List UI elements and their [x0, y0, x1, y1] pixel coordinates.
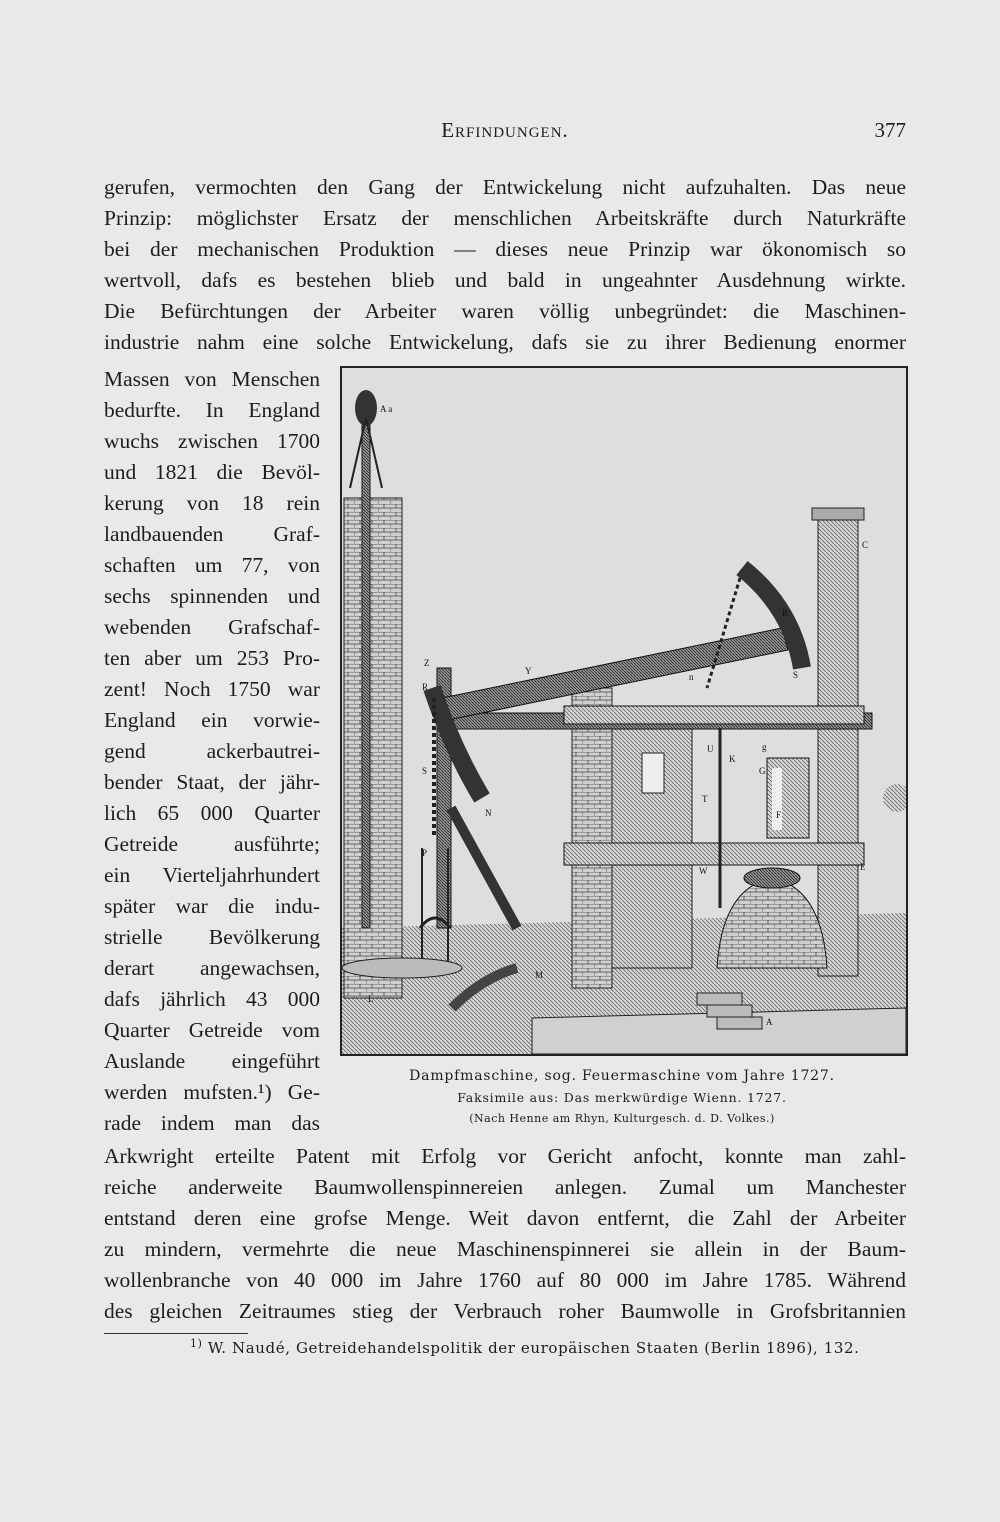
label-g: G — [759, 766, 766, 776]
text-line: später war die indu- — [104, 894, 320, 918]
label-u: U — [707, 744, 714, 754]
figure-caption-credit: (Nach Henne am Rhyn, Kulturgesch. d. D. Volkes.) — [469, 1112, 775, 1125]
text-line: Massen von Menschen — [104, 367, 320, 391]
text-line: Arkwright erteilte Patent mit Erfolg vor Gericht anfocht, konnte man zahl- — [104, 1144, 906, 1168]
footnote — [190, 1337, 860, 1357]
page-number: 377 — [874, 118, 906, 142]
label-p: P — [422, 848, 428, 858]
label-r-upper: R — [782, 608, 789, 618]
label-f: F — [776, 810, 782, 820]
text-line: ein Vierteljahrhundert — [104, 863, 320, 887]
label-e: E — [860, 862, 866, 872]
text-line: England ein vorwie- — [104, 708, 320, 732]
label-s-left: S — [422, 766, 428, 776]
text-line: sechs spinnenden und — [104, 584, 320, 608]
text-line: reiche anderweite Baumwollenspinnereien anlegen. Zumal um Manchester — [104, 1175, 906, 1199]
label-n-upper: n — [689, 672, 694, 682]
figure-caption-source: Faksimile aus: Das merkwürdige Wienn. 1727. — [457, 1090, 787, 1105]
text-line: industrie nahm eine solche Entwickelung, dafs sie zu ihrer Bedienung enormer — [104, 330, 906, 354]
engraving-illustration — [342, 368, 906, 1054]
text-line: dafs jährlich 43 000 — [104, 987, 320, 1011]
text-line: zu mindern, vermehrte die neue Maschinenspinnerei sie allein in der Baum- — [104, 1237, 906, 1261]
intro-paragraph — [104, 172, 906, 358]
label-t: T — [702, 794, 708, 804]
label-r-left: R — [422, 682, 429, 692]
label-a-small: A — [766, 1017, 773, 1027]
text-line: Auslande eingeführt — [104, 1049, 320, 1073]
text-line: bedurfte. In England — [104, 398, 320, 422]
running-title: Erfindungen. — [441, 118, 569, 142]
text-line: und 1821 die Bevöl- — [104, 460, 320, 484]
continuation-paragraph — [104, 1141, 906, 1327]
running-head — [104, 118, 906, 148]
footnote-marker: 1) — [190, 1337, 203, 1350]
footnote-text: W. Naudé, Getreidehandelspolitik der europäischen Staaten (Berlin 1896), 132. — [207, 1339, 860, 1357]
figure-caption-title: Dampfmaschine, sog. Feuermaschine vom Jahre 1727. — [409, 1068, 835, 1084]
footnote-rule — [104, 1333, 248, 1334]
label-s-right: S — [793, 670, 799, 680]
text-line: Prinzip: möglichster Ersatz der menschlichen Arbeitskräfte durch Naturkräfte — [104, 206, 906, 230]
text-line: strielle Bevölkerung — [104, 925, 320, 949]
label-g-small: g — [762, 742, 767, 752]
steam-engine-engraving — [340, 366, 908, 1056]
text-line: gerufen, vermochten den Gang der Entwickelung nicht aufzuhalten. Das neue — [104, 175, 906, 199]
text-line: rade indem man das — [104, 1111, 320, 1135]
text-line: schaften um 77, von — [104, 553, 320, 577]
text-line: Die Befürchtungen der Arbeiter waren völlig unbegründet: die Maschinen- — [104, 299, 906, 323]
label-m: M — [535, 970, 544, 980]
text-line: des gleichen Zeitraumes stieg der Verbrauch roher Baumwolle in Grofsbritannien — [104, 1299, 906, 1323]
text-line: bender Staat, der jähr- — [104, 770, 320, 794]
label-c: C — [862, 540, 869, 550]
text-line: lich 65 000 Quarter — [104, 801, 320, 825]
text-line: ten aber um 253 Pro- — [104, 646, 320, 670]
text-line: Quarter Getreide vom — [104, 1018, 320, 1042]
label-a: A a — [380, 404, 393, 414]
text-line: Getreide ausführte; — [104, 832, 320, 856]
text-line: webenden Grafschaf- — [104, 615, 320, 639]
label-z: Z — [424, 658, 430, 668]
text-line: derart angewachsen, — [104, 956, 320, 980]
text-line: bei der mechanischen Produktion — dieses neue Prinzip war ökonomisch so — [104, 237, 906, 261]
label-w: W — [699, 866, 708, 876]
text-line: entstand deren eine grofse Menge. Weit davon entfernt, die Zahl der Arbeiter — [104, 1206, 906, 1230]
side-column-text — [104, 364, 320, 1139]
label-k: K — [729, 754, 736, 764]
text-line: landbauenden Graf- — [104, 522, 320, 546]
label-y: Y — [525, 666, 532, 676]
text-line: kerung von 18 rein — [104, 491, 320, 515]
label-l: L — [368, 994, 374, 1004]
text-line: wuchs zwischen 1700 — [104, 429, 320, 453]
text-line: wertvoll, dafs es bestehen blieb und bald in ungeahnter Ausdehnung wirkte. — [104, 268, 906, 292]
text-line: gend ackerbautrei- — [104, 739, 320, 763]
label-n: N — [485, 808, 492, 818]
text-line: zent! Noch 1750 war — [104, 677, 320, 701]
text-line: werden mufsten.¹) Ge- — [104, 1080, 320, 1104]
text-line: wollenbranche von 40 000 im Jahre 1760 auf 80 000 im Jahre 1785. Während — [104, 1268, 906, 1292]
